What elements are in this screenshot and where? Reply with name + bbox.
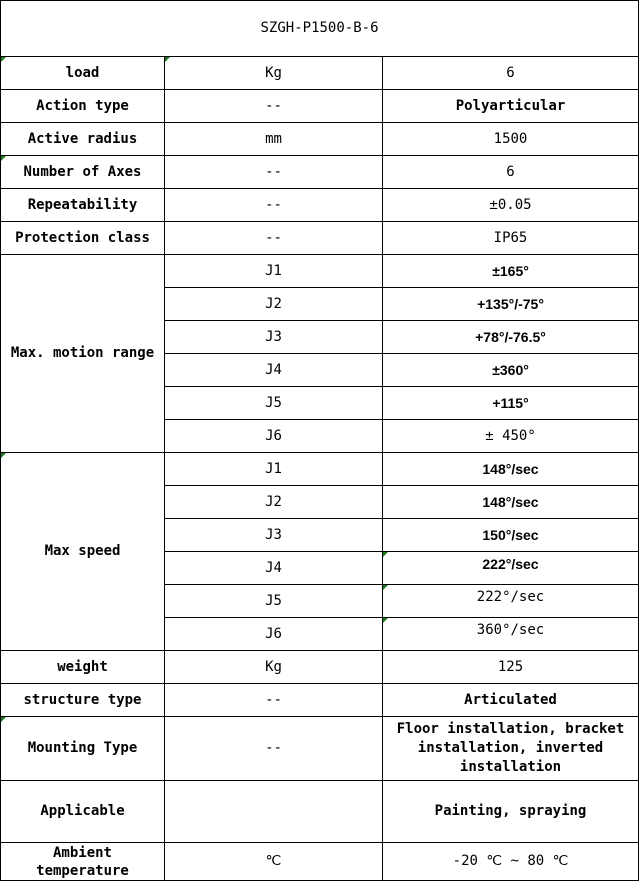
max-speed-value: 148°/sec	[383, 453, 639, 486]
joint-label: J4	[165, 354, 383, 387]
table-row	[1, 651, 639, 684]
table-row	[1, 684, 639, 717]
joint-label: J4	[165, 552, 383, 585]
table-row	[1, 843, 639, 881]
table-row	[1, 255, 639, 288]
row-label-protection: Protection class	[1, 222, 165, 255]
row-label-applicable: Applicable	[1, 781, 165, 843]
max-speed-value: 222°/sec	[383, 552, 639, 585]
row-label-active-radius: Active radius	[1, 123, 165, 156]
motion-range-value: +115°	[383, 387, 639, 420]
row-value-load: 6	[383, 57, 639, 90]
row-value-repeatability: ±0.05	[383, 189, 639, 222]
max-speed-value: 360°/sec	[383, 618, 639, 651]
row-value-action-type: Polyarticular	[383, 90, 639, 123]
row-unit-weight: Kg	[165, 651, 383, 684]
row-label-action-type: Action type	[1, 90, 165, 123]
page-title: SZGH-P1500-B-6	[1, 1, 639, 57]
row-value-mounting: Floor installation, bracket installation, inverted installation	[383, 717, 639, 781]
joint-label: J1	[165, 255, 383, 288]
motion-range-value: ±165°	[383, 255, 639, 288]
joint-label: J2	[165, 486, 383, 519]
table-row	[1, 57, 639, 90]
row-unit-load: Kg	[165, 57, 383, 90]
row-unit-action-type: --	[165, 90, 383, 123]
row-value-applicable: Painting, spraying	[383, 781, 639, 843]
row-unit-protection: --	[165, 222, 383, 255]
row-label-load: load	[1, 57, 165, 90]
joint-label: J5	[165, 387, 383, 420]
row-unit-applicable	[165, 781, 383, 843]
max-speed-value: 150°/sec	[383, 519, 639, 552]
row-unit-repeatability: --	[165, 189, 383, 222]
motion-range-value: +135°/-75°	[383, 288, 639, 321]
table-row	[1, 222, 639, 255]
joint-label: J5	[165, 585, 383, 618]
row-unit-active-radius: mm	[165, 123, 383, 156]
row-unit-structure: --	[165, 684, 383, 717]
row-label-motion-range: Max. motion range	[1, 255, 165, 453]
row-label-max-speed: Max speed	[1, 453, 165, 651]
joint-label: J3	[165, 321, 383, 354]
table-row	[1, 123, 639, 156]
table-row	[1, 453, 639, 486]
row-label-mounting: Mounting Type	[1, 717, 165, 781]
joint-label: J1	[165, 453, 383, 486]
row-value-ambient: -20 ℃ ~ 80 ℃	[383, 843, 639, 881]
max-speed-value: 148°/sec	[383, 486, 639, 519]
joint-label: J6	[165, 618, 383, 651]
motion-range-value: ±360°	[383, 354, 639, 387]
joint-label: J2	[165, 288, 383, 321]
row-value-active-radius: 1500	[383, 123, 639, 156]
row-label-repeatability: Repeatability	[1, 189, 165, 222]
max-speed-value: 222°/sec	[383, 585, 639, 618]
joint-label: J6	[165, 420, 383, 453]
row-value-weight: 125	[383, 651, 639, 684]
row-label-axes: Number of Axes	[1, 156, 165, 189]
table-row	[1, 717, 639, 781]
joint-label: J3	[165, 519, 383, 552]
row-unit-mounting: --	[165, 717, 383, 781]
table-row	[1, 781, 639, 843]
table-row	[1, 156, 639, 189]
row-unit-axes: --	[165, 156, 383, 189]
motion-range-value: +78°/-76.5°	[383, 321, 639, 354]
row-value-structure: Articulated	[383, 684, 639, 717]
row-value-axes: 6	[383, 156, 639, 189]
row-label-weight: weight	[1, 651, 165, 684]
row-label-structure: structure type	[1, 684, 165, 717]
row-value-protection: IP65	[383, 222, 639, 255]
table-row	[1, 189, 639, 222]
row-label-ambient: Ambient temperature	[1, 843, 165, 881]
row-unit-ambient: ℃	[165, 843, 383, 881]
motion-range-value: ± 450°	[383, 420, 639, 453]
table-row	[1, 90, 639, 123]
